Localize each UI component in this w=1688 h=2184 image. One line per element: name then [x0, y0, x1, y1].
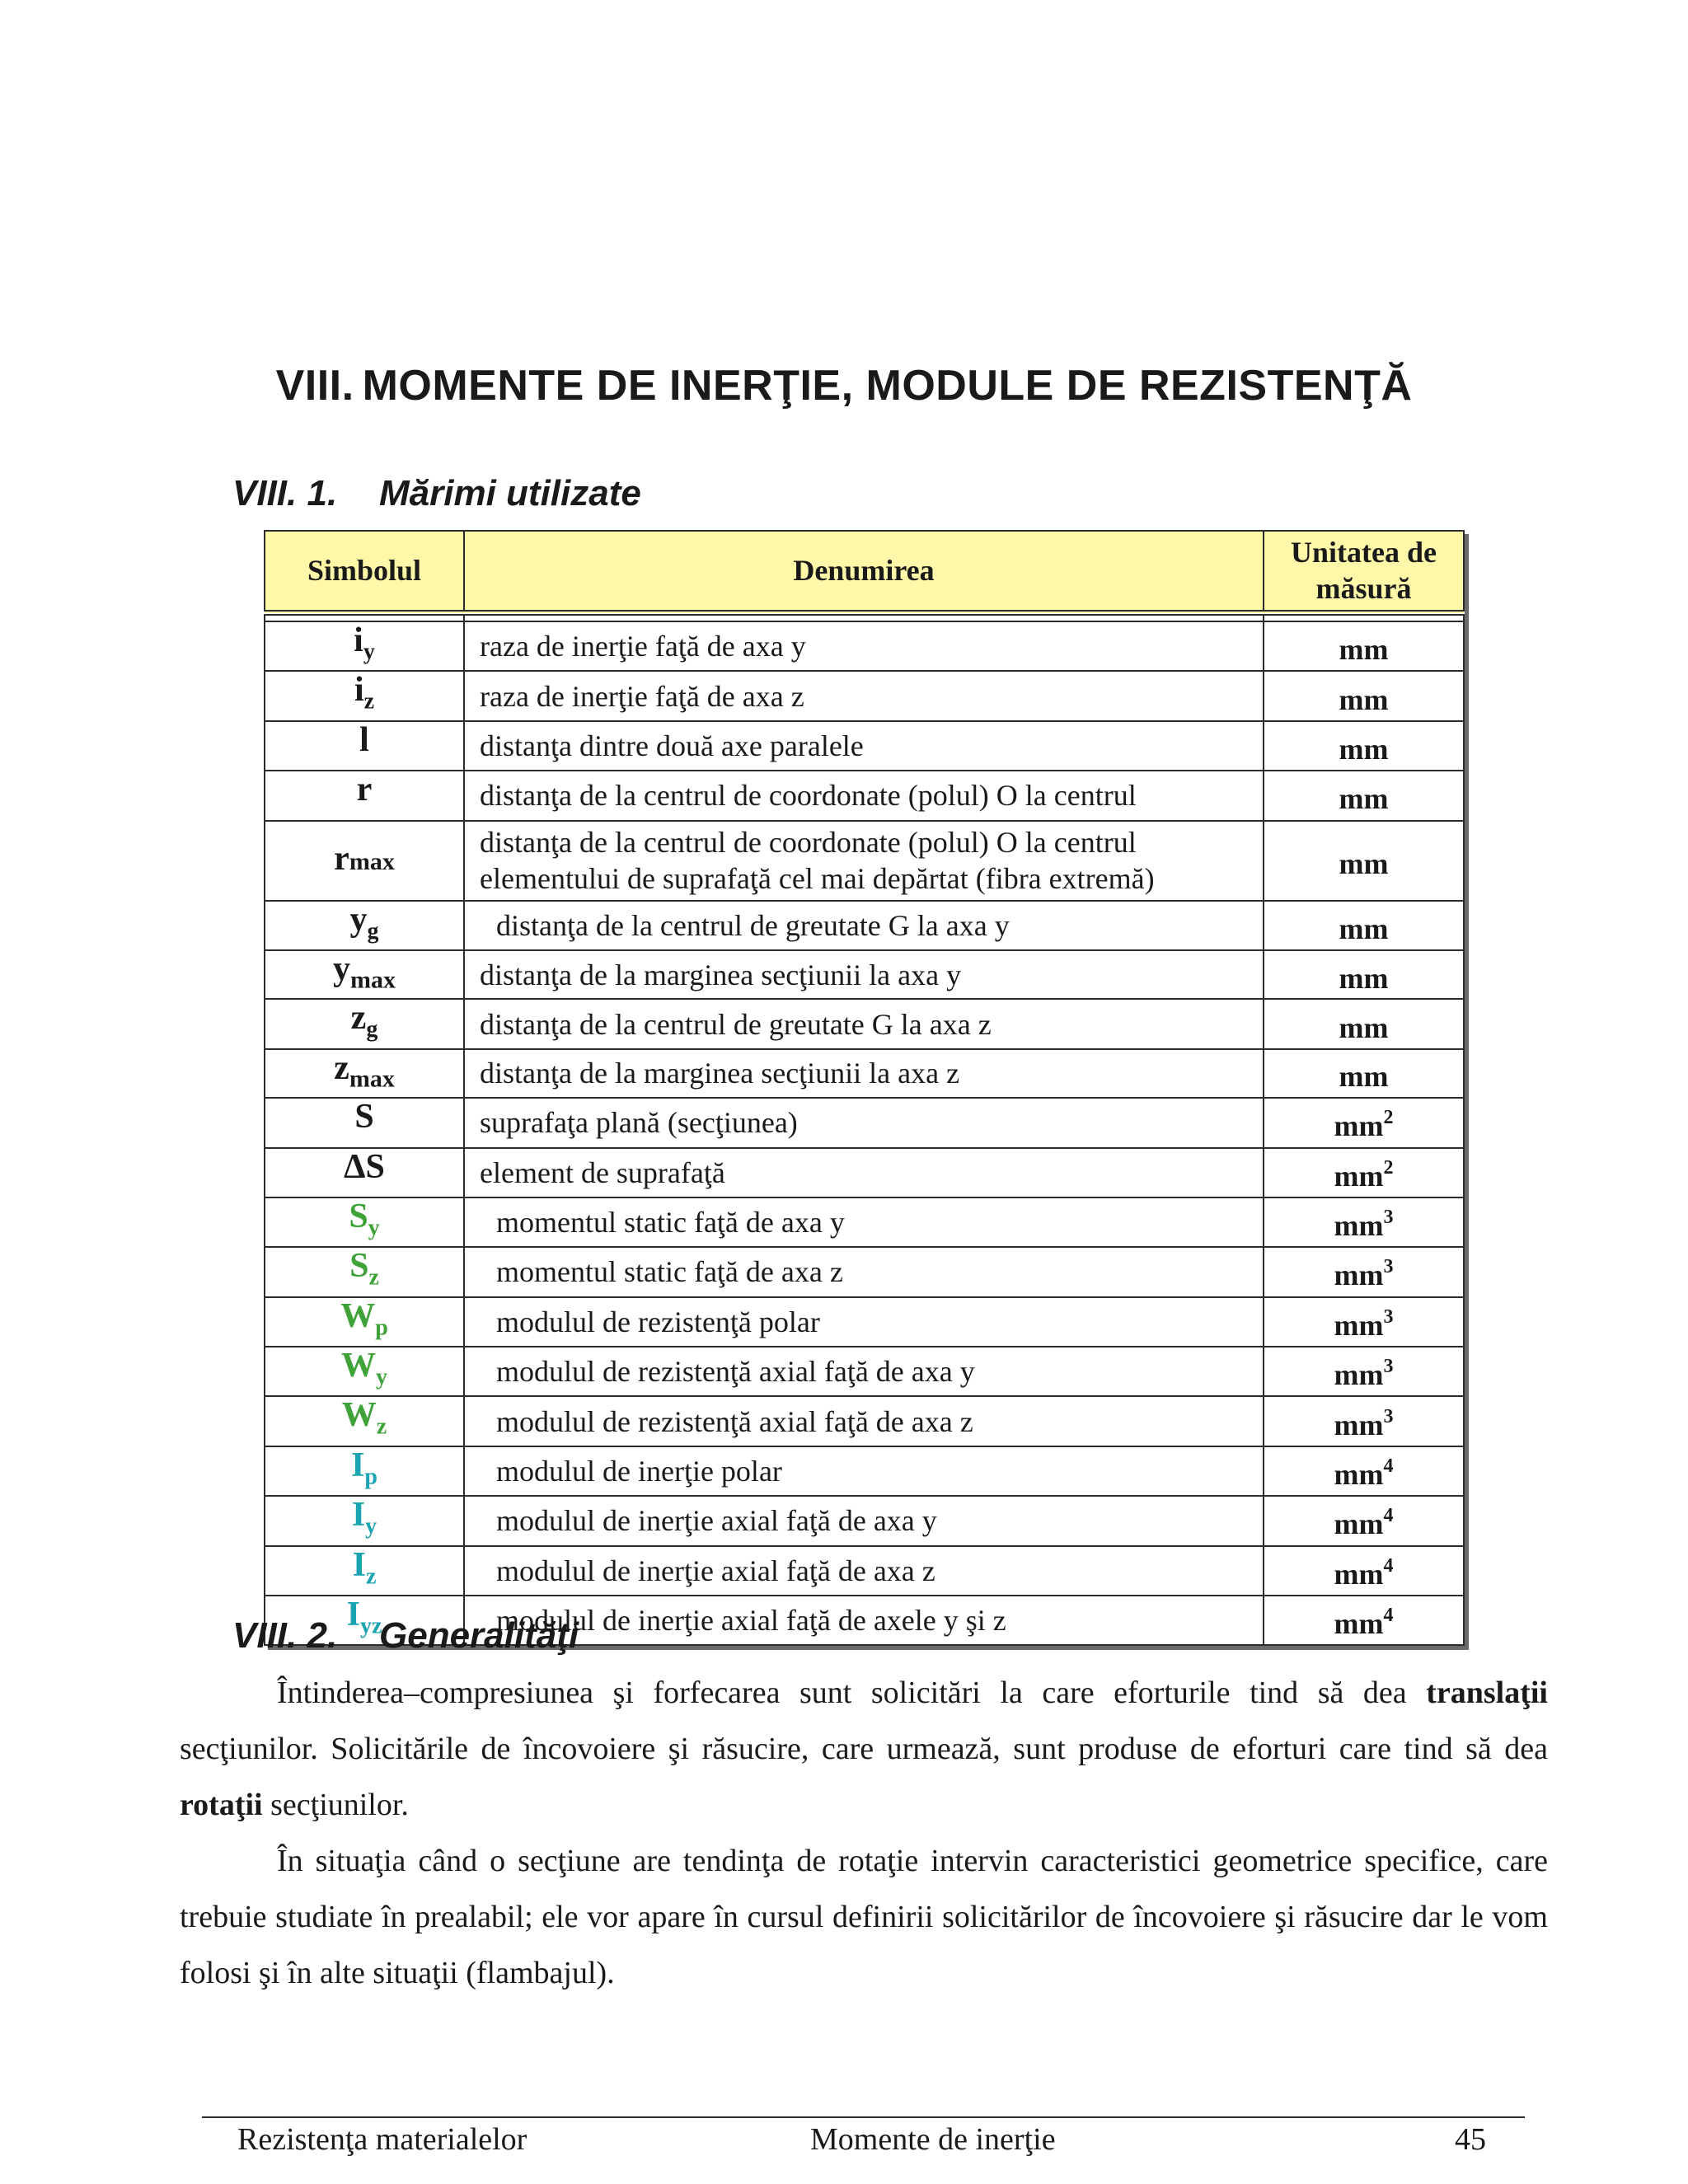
name-cell: modulul de rezistenţă polar	[464, 1297, 1264, 1347]
unit-cell: mm	[1264, 901, 1464, 950]
name-cell: modulul de inerţie axial faţă de axa y	[464, 1496, 1264, 1545]
symbol-cell: $S_z$	[265, 1247, 464, 1296]
symbol-cell: $W_y$	[265, 1347, 464, 1396]
table-row	[265, 950, 1464, 999]
table-row	[265, 1148, 1464, 1197]
unit-cell: $mm^3$	[1264, 1197, 1464, 1247]
unit-cell: mm	[1264, 821, 1464, 901]
symbol-cell: $i_y$	[265, 621, 464, 671]
unit-cell: mm	[1264, 671, 1464, 720]
header-unit-line1: Unitatea de	[1291, 536, 1437, 569]
table-row	[265, 1496, 1464, 1545]
symbol-cell: rmax	[265, 821, 464, 901]
unit-cell: mm	[1264, 621, 1464, 671]
unit-cell: $mm^2$	[1264, 1148, 1464, 1197]
name-cell: modulul de inerţie polar	[464, 1446, 1264, 1496]
name-cell: distanţa de la marginea secţiunii la axa z	[464, 1049, 1264, 1098]
symbol-cell: $i_z$	[265, 671, 464, 720]
name-cell: distanţa de la centrul de greutate G la axa z	[464, 999, 1264, 1048]
chapter-title: MOMENTE DE INERŢIE, MODULE DE REZISTENŢĂ	[362, 362, 1413, 410]
symbol-cell: $I_z$	[265, 1546, 464, 1596]
symbol-cell: ΔS	[265, 1148, 464, 1197]
page-number: 45	[1455, 2122, 1486, 2157]
table-row	[265, 999, 1464, 1048]
chapter-number: VIII.	[275, 362, 354, 410]
footer-divider	[202, 2116, 1525, 2118]
symbol-cell: $W_z$	[265, 1396, 464, 1446]
symbol-cell: r	[265, 771, 464, 820]
table-row	[265, 721, 1464, 771]
symbol-cell: $W_p$	[265, 1297, 464, 1347]
section-number: VIII. 1.	[232, 473, 338, 513]
symbol-cell: S	[265, 1098, 464, 1147]
name-cell: modulul de rezistenţă axial faţă de axa y	[464, 1347, 1264, 1396]
table-row	[265, 771, 1464, 820]
name-cell: momentul static faţă de axa z	[464, 1247, 1264, 1296]
name-cell: element de suprafaţă	[464, 1148, 1264, 1197]
header-unit	[1264, 531, 1464, 613]
name-cell: distanţa de la centrul de coordonate (polul) O la centrul elementului de suprafaţă cel mai depărtat (fibra extremă)	[464, 821, 1264, 901]
symbol-cell: $z_g$	[265, 999, 464, 1048]
table-row	[265, 621, 1464, 671]
unit-cell: $mm^2$	[1264, 1098, 1464, 1147]
symbol-cell: l	[265, 721, 464, 771]
table-row	[265, 901, 1464, 950]
name-cell: distanţa de la centrul de coordonate (polul) O la centrul	[464, 771, 1264, 820]
name-cell: modulul de inerţie axial faţă de axa z	[464, 1546, 1264, 1596]
table-row	[265, 1396, 1464, 1446]
symbol-cell: $y_{max}$	[265, 950, 464, 999]
table-row	[265, 1297, 1464, 1347]
unit-cell: mm	[1264, 721, 1464, 771]
header-unit-line2: măsură	[1315, 571, 1412, 605]
table-header-row	[265, 531, 1464, 613]
name-cell: distanţa dintre două axe paralele	[464, 721, 1264, 771]
unit-cell: $mm^3$	[1264, 1396, 1464, 1446]
table-row	[265, 1049, 1464, 1098]
unit-cell: $mm^3$	[1264, 1347, 1464, 1396]
footer-chapter-title: Momente de inerţie	[810, 2122, 1056, 2157]
unit-cell: $mm^4$	[1264, 1496, 1464, 1545]
symbol-cell: $z_{max}$	[265, 1049, 464, 1098]
name-cell: suprafaţa plană (secţiunea)	[464, 1098, 1264, 1147]
unit-cell: $mm^4$	[1264, 1596, 1464, 1645]
unit-cell: $mm^4$	[1264, 1446, 1464, 1496]
unit-cell: $mm^4$	[1264, 1546, 1464, 1596]
name-cell: raza de inerţie faţă de axa z	[464, 671, 1264, 720]
page-title	[0, 361, 1688, 410]
unit-cell: mm	[1264, 999, 1464, 1048]
header-name: Denumirea	[464, 531, 1264, 613]
section-title: Mărimi utilizate	[379, 473, 641, 513]
table-row	[265, 1347, 1464, 1396]
unit-cell: mm	[1264, 950, 1464, 999]
name-cell: modulul de inerţie axial faţă de axele y şi z	[464, 1596, 1264, 1645]
name-cell: distanţa de la marginea secţiunii la axa y	[464, 950, 1264, 999]
section-number: VIII. 2.	[232, 1615, 338, 1656]
unit-cell: mm	[1264, 771, 1464, 820]
name-cell: distanţa de la centrul de greutate G la axa y	[464, 901, 1264, 950]
table-row	[265, 671, 1464, 720]
symbol-cell: $I_{yz}$	[265, 1596, 464, 1645]
table-row	[265, 1197, 1464, 1247]
table-row	[265, 821, 1464, 901]
symbol-cell: $I_y$	[265, 1496, 464, 1545]
bold-term: translaţii	[1426, 1675, 1548, 1710]
unit-cell: $mm^3$	[1264, 1247, 1464, 1296]
table-row	[265, 1546, 1464, 1596]
section-heading-1	[232, 473, 641, 514]
symbol-cell: $I_p$	[265, 1446, 464, 1496]
paragraph-1: Întinderea–compresiunea şi forfecarea sunt solicitări la care eforturile tind să dea translaţii secţiunilor. Solicitările de încovoiere şi răsucire, care urmează, sunt produse de eforturi care tind să dea rotaţii secţiunilor.	[180, 1675, 1548, 1822]
name-cell: raza de inerţie faţă de axa y	[464, 621, 1264, 671]
section-title: Generalităţi	[379, 1615, 579, 1656]
section-heading-2	[232, 1615, 579, 1657]
footer-book-title: Rezistenţa materialelor	[237, 2122, 528, 2157]
unit-cell: mm	[1264, 1049, 1464, 1098]
header-symbol: Simbolul	[265, 531, 464, 613]
table-row	[265, 1247, 1464, 1296]
unit-cell: $mm^3$	[1264, 1297, 1464, 1347]
symbol-cell: $S_y$	[265, 1197, 464, 1247]
name-cell: momentul static faţă de axa y	[464, 1197, 1264, 1247]
name-cell: modulul de rezistenţă axial faţă de axa z	[464, 1396, 1264, 1446]
table-row	[265, 1446, 1464, 1496]
symbol-cell: $y_g$	[265, 901, 464, 950]
symbols-table	[264, 530, 1465, 1646]
table-row	[265, 1098, 1464, 1147]
paragraph-2: În situaţia când o secţiune are tendinţa de rotaţie intervin caracteristici geometrice specifice, care trebuie studiate în prealabil; ele vor apare în cursul definirii solicitărilor de încovoiere şi răsucire dar le vom folosi şi în alte situaţii (flambajul).	[180, 1844, 1548, 1990]
bold-term: rotaţii	[180, 1788, 263, 1822]
